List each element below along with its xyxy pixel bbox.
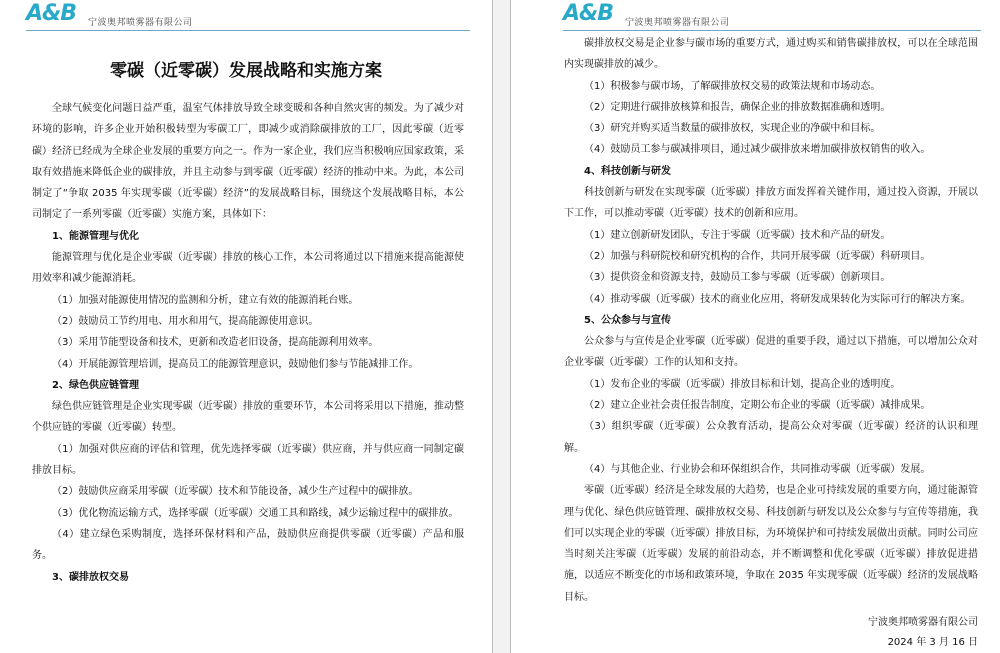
intro-paragraph: 全球气候变化问题日益严重，温室气体排放导致全球变暖和各种自然灾害的频发。为了减少对环境的影响，许多企业开始积极转型为零碳工厂，即减少或消除碳排放的工厂，因此零碳（近零碳）经济已经成为全球企业发展的重要方向之一。作为一家企业，我们应当积极响应国家政策，采取有效措施来降低企业的碳排放，并且主动参与到零碳（近零碳）经济的推动中来。为此，本公司制定了“争取 2035 年实现零碳（近零碳）经济”的发展战略目标，围绕这个发展战略目标，本公司制定了一系列零碳（近零碳）实施方案，具体如下： [32,103,464,221]
list-item: （1）加强对能源使用情况的监测和分析，建立有效的能源消耗台账。 [52,294,359,306]
list-item: （1）建立创新研发团队，专注于零碳（近零碳）技术和产品的研发。 [584,229,891,241]
list-item: （2）建立企业社会责任报告制度，定期公布企业的零碳（近零碳）减排成果。 [584,400,931,412]
list-item: （3）研究并购买适当数量的碳排放权，实现企业的净碳中和目标。 [584,123,881,135]
section-lead: 科技创新与研发在实现零碳（近零碳）排放方面发挥着关键作用，通过投入资源，开展以下工作，可以推动零碳（近零碳）技术的创新和应用。 [564,187,978,220]
section-heading: 1、能源管理与优化 [52,230,139,242]
section-lead: 能源管理与优化是企业零碳（近零碳）排放的核心工作，本公司将通过以下措施来提高能源使用效率和减少能源消耗。 [32,252,464,285]
list-item: （4）鼓励员工参与碳减排项目，通过减少碳排放来增加碳排放权销售的收入。 [584,144,931,156]
list-item: （1）积极参与碳市场，了解碳排放权交易的政策法规和市场动态。 [584,80,881,92]
page-gutter [493,0,510,653]
list-item: （4）开展能源管理培训，提高员工的能源管理意识，鼓励他们参与节能减排工作。 [52,358,419,370]
section-heading: 5、公众参与与宣传 [584,314,671,326]
list-item: （3）优化物流运输方式，选择零碳（近零碳）交通工具和路线，减少运输过程中的碳排放。 [52,507,459,519]
list-item: （3）组织零碳（近零碳）公众教育活动，提高公众对零碳（近零碳）经济的认识和理解。 [564,421,978,454]
page-header [26,1,470,31]
page-header [563,1,981,31]
section-heading: 3、碳排放权交易 [52,571,129,583]
company-logo: A&B [26,1,76,26]
signature-company: 宁波奥邦喷雾器有限公司 [868,617,978,628]
conclusion-paragraph: 零碳（近零碳）经济是全球发展的大趋势，也是企业可持续发展的重要方向，通过能源管理与优化、绿色供应链管理、碳排放权交易、科技创新与研发以及公众参与与宣传等措施，我们可以实现企业的零碳（近零碳）排放目标，为环境保护和可持续发展做出贡献。同时公司应当时刻关注零碳（近零碳）发展的前沿动态，并不断调整和优化零碳（近零碳）排放促进措施，以适应不断变化的市场和政策环境，争取在 2035 年实现零碳（近零碳）经济的发展战略目标。 [564,485,978,603]
list-item: （4）与其他企业、行业协会和环保组织合作，共同推动零碳（近零碳）发展。 [584,463,931,475]
header-company-name: 宁波奥邦喷雾器有限公司 [88,18,193,28]
list-item: （3）提供资金和资源支持，鼓励员工参与零碳（近零碳）创新项目。 [584,272,891,284]
page-2-body [564,33,978,608]
list-item: （2）定期进行碳排放核算和报告，确保企业的排放数据准确和透明。 [584,101,891,113]
list-item: （1）加强对供应商的评估和管理，优先选择零碳（近零碳）供应商，并与供应商一同制定碳排放目标。 [32,443,464,477]
document-title: 零碳（近零碳）发展战略和实施方案 [110,61,382,81]
page-1-body [32,98,464,588]
section-heading: 4、科技创新与研发 [584,165,671,177]
list-item: （2）鼓励员工节约用电、用水和用气，提高能源使用意识。 [52,315,319,327]
signature-date: 2024 年 3 月 16 日 [887,637,978,648]
list-item: （4）建立绿色采购制度，选择环保材料和产品，鼓励供应商提供零碳（近零碳）产品和服务。 [32,528,464,562]
section-lead: 绿色供应链管理是企业实现零碳（近零碳）排放的重要环节，本公司将采用以下措施，推动整个供应链的零碳（近零碳）转型。 [32,401,464,434]
company-logo: A&B [563,1,613,26]
header-company-name: 宁波奥邦喷雾器有限公司 [625,18,730,28]
list-item: （2）鼓励供应商采用零碳（近零碳）技术和节能设备，减少生产过程中的碳排放。 [52,486,419,498]
list-item: （3）采用节能型设备和技术，更新和改造老旧设备，提高能源利用效率。 [52,337,379,349]
list-item: （1）发布企业的零碳（近零碳）排放目标和计划，提高企业的透明度。 [584,378,901,390]
section-lead: 公众参与与宣传是企业零碳（近零碳）促进的重要手段，通过以下措施，可以增加公众对企业零碳（近零碳）工作的认知和支持。 [564,336,978,369]
section-heading: 2、绿色供应链管理 [52,379,139,391]
list-item: （2）加强与科研院校和研究机构的合作，共同开展零碳（近零碳）科研项目。 [584,250,931,262]
section-lead: 碳排放权交易是企业参与碳市场的重要方式，通过购买和销售碳排放权，可以在全球范围内实现碳排放的减少。 [564,38,978,71]
list-item: （4）推动零碳（近零碳）技术的商业化应用，将研发成果转化为实际可行的解决方案。 [584,293,971,305]
